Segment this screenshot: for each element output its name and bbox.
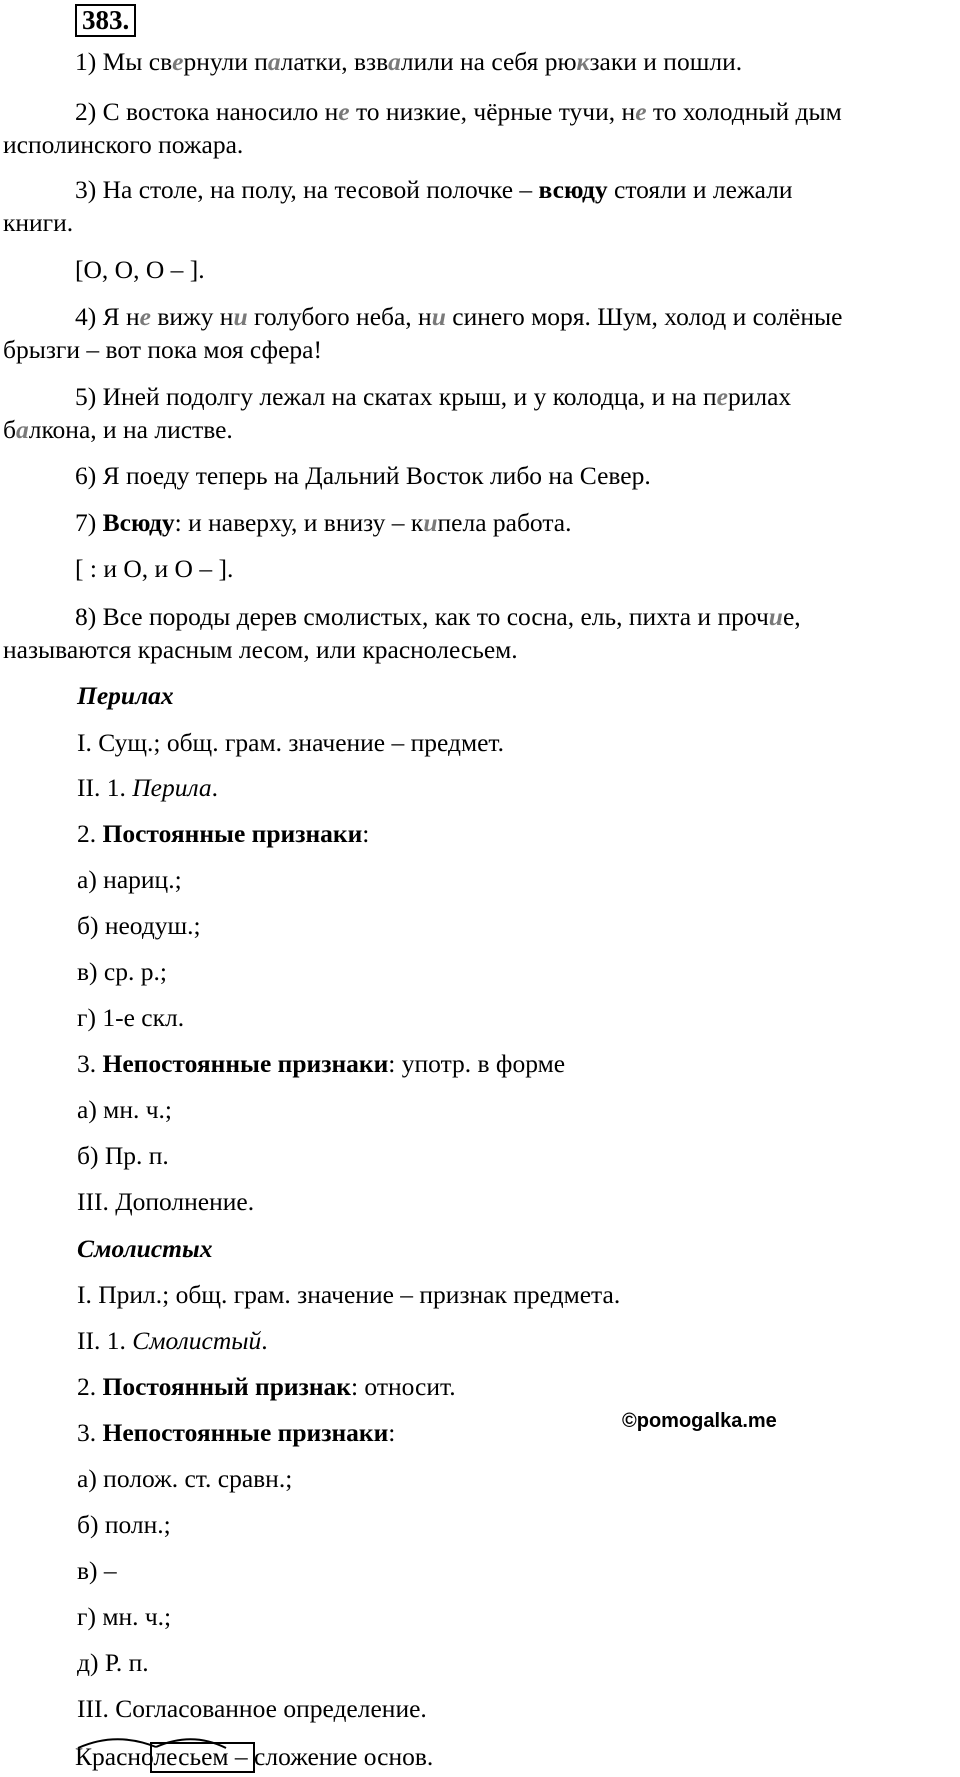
sentence-3-line-1: 3) На столе, на полу, на тесовой полочке – всюду стояли и лежали	[75, 175, 793, 204]
analysis-1-title: Перилах	[77, 681, 174, 710]
sentence-2-line-1: 2) С востока наносило не то низкие, чёрные тучи, не то холодный дым	[75, 97, 842, 126]
analysis-2-line: III. Согласованное определение.	[77, 1694, 427, 1723]
sentence-2-line-2: исполинского пожара.	[3, 130, 244, 159]
analysis-2-line: II. 1. Смолистый.	[77, 1326, 268, 1355]
scheme-1: [О, О, О – ].	[75, 255, 205, 284]
exercise-number: 383.	[75, 4, 136, 37]
analysis-2-line: г) мн. ч.;	[77, 1602, 172, 1631]
scheme-2: [ : и О, и О – ].	[75, 554, 234, 583]
analysis-1-line: II. 1. Перила.	[77, 773, 219, 802]
sentence-4-line-1: 4) Я не вижу ни голубого неба, ни синего моря. Шум, холод и солёные	[75, 302, 843, 331]
analysis-1-line: 2. Постоянные признаки:	[77, 819, 370, 848]
analysis-2-line: а) полож. ст. сравн.;	[77, 1464, 293, 1493]
analysis-2-line: д) Р. п.	[77, 1648, 149, 1677]
analysis-1-line: I. Сущ.; общ. грам. значение – предмет.	[77, 728, 505, 757]
analysis-2-line: 2. Постоянный признак: относит.	[77, 1372, 456, 1401]
analysis-1-line: 3. Непостоянные признаки: употр. в форме	[77, 1049, 566, 1078]
watermark: ©pomogalka.me	[622, 1410, 777, 1432]
sentence-4-line-2: брызги – вот пока моя сфера!	[3, 335, 322, 364]
analysis-1-line: г) 1-е скл.	[77, 1003, 185, 1032]
analysis-2-line: I. Прил.; общ. грам. значение – признак предмета.	[77, 1280, 621, 1309]
analysis-1-line: III. Дополнение.	[77, 1187, 255, 1216]
morphemic-line	[75, 1740, 433, 1774]
sentence-1: 1) Мы свернули палатки, взвалили на себя рюкзаки и пошли.	[75, 47, 743, 76]
morphemic-word: Краснолесьем	[75, 1742, 229, 1771]
analysis-1-line: б) неодуш.;	[77, 911, 201, 940]
sentence-3-line-2: книги.	[3, 208, 74, 237]
sentence-8-line-2: называются красным лесом, или краснолесьем.	[3, 635, 518, 664]
morphemic-note: – сложение основ.	[228, 1742, 434, 1771]
sentence-8-line-1: 8) Все породы дерев смолистых, как то сосна, ель, пихта и прочие,	[75, 602, 801, 631]
analysis-1-line: а) мн. ч.;	[77, 1095, 173, 1124]
analysis-2-title: Смолистых	[77, 1234, 213, 1263]
analysis-1-line: в) ср. р.;	[77, 957, 167, 986]
sentence-5-line-1: 5) Иней подолгу лежал на скатах крыш, и у колодца, и на перилах	[75, 382, 792, 411]
analysis-1-line: а) нариц.;	[77, 865, 182, 894]
sentence-7: 7) Всюду: и наверху, и внизу – кипела работа.	[75, 508, 572, 537]
sentence-6: 6) Я поеду теперь на Дальний Восток либо на Север.	[75, 461, 651, 490]
analysis-2-line: в) –	[77, 1556, 117, 1585]
analysis-1-line: б) Пр. п.	[77, 1141, 169, 1170]
sentence-5-line-2: балкона, и на листве.	[3, 415, 233, 444]
analysis-2-line: 3. Непостоянные признаки:	[77, 1418, 396, 1447]
analysis-2-line: б) полн.;	[77, 1510, 171, 1539]
